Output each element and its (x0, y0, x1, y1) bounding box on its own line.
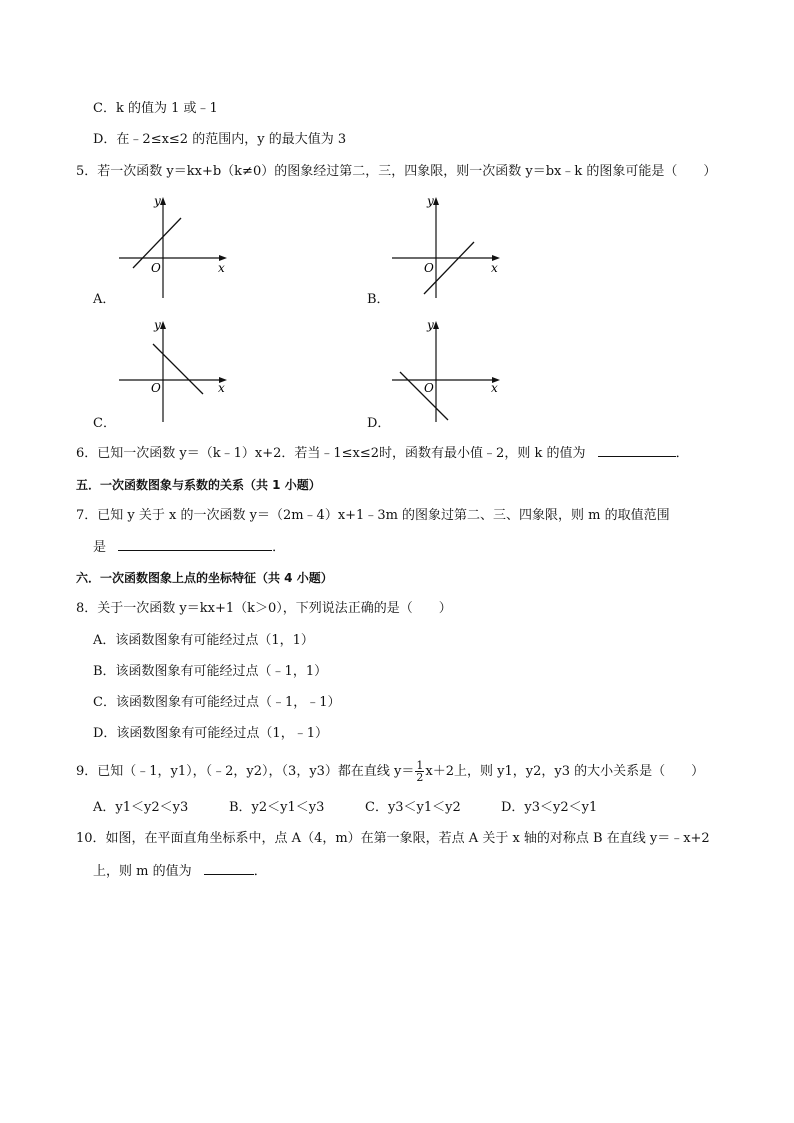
graph-a (115, 192, 235, 300)
q9-option-b: B．y2＜y1＜y3 (229, 800, 325, 815)
q10-line1: 10．如图，在平面直角坐标系中，点 A（4，m）在第一象限，若点 A 关于 x 轴的对称点 B 在直线 y＝﹣x+2 (76, 831, 710, 846)
x-axis-label: x (218, 261, 225, 275)
q9-stem (76, 760, 704, 783)
q10-line2 (93, 862, 267, 881)
graph-d-label: D． (367, 416, 391, 431)
graph-d (388, 316, 508, 424)
q9-option-c: C．y3＜y1＜y2 (365, 800, 461, 815)
fraction-numerator: 1 (416, 759, 424, 772)
y-axis-label: y (154, 318, 161, 332)
q6-text: 6．已知一次函数 y＝（k﹣1）x+2．若当﹣1≤x≤2时，函数有最小值﹣2，则 k 的值为 (76, 446, 586, 461)
x-axis-label: x (218, 381, 225, 395)
origin-label: O (424, 261, 434, 275)
q7-line2 (93, 538, 285, 557)
q10-end: ． (253, 864, 267, 879)
q7-line1: 7．已知 y 关于 x 的一次函数 y＝（2m﹣4）x+1﹣3m 的图象过第二、三、四象限，则 m 的取值范围 (76, 508, 670, 523)
origin-label: O (424, 381, 434, 395)
origin-label: O (151, 261, 161, 275)
q6-end: ． (675, 446, 689, 461)
q10-text: 上，则 m 的值为 (93, 864, 192, 879)
q9-option-a: A．y1＜y2＜y3 (93, 800, 189, 815)
q9-option-d: D．y3＜y2＜y1 (501, 800, 598, 815)
y-axis-label: y (427, 318, 434, 332)
graph-b (388, 192, 508, 300)
q9-fraction (415, 760, 424, 783)
section-6-heading: 六．一次函数图象上点的坐标特征（共 4 小题） (76, 571, 333, 585)
q9-stem-pre: 9．已知（﹣1，y1），（﹣2，y2），（3，y3）都在直线 y＝ (76, 764, 415, 779)
q10-answer-blank[interactable] (204, 862, 254, 875)
q8-option-c: C．该函数图象有可能经过点（﹣1，﹣1） (93, 695, 341, 710)
q4-option-d: D．在﹣2≤x≤2 的范围内，y 的最大值为 3 (93, 132, 347, 147)
q6-stem (76, 444, 689, 463)
q8-option-d: D．该函数图象有可能经过点（1，﹣1） (93, 726, 328, 741)
x-axis-label: x (491, 381, 498, 395)
graph-b-label: B． (367, 292, 390, 307)
q7-answer-blank[interactable] (118, 538, 272, 551)
y-axis-label: y (154, 194, 161, 208)
origin-label: O (151, 381, 161, 395)
q5-stem: 5．若一次函数 y＝kx+b（k≠0）的图象经过第二，三，四象限，则一次函数 y＝bx﹣k 的图象可能是（ ） (76, 164, 717, 179)
q7-prefix: 是 (93, 540, 107, 555)
graph-c (115, 316, 235, 424)
y-axis-label: y (427, 194, 434, 208)
q9-stem-post: x＋2上，则 y1，y2，y3 的大小关系是（ ） (425, 764, 705, 779)
q8-stem: 8．关于一次函数 y＝kx+1（k＞0），下列说法正确的是（ ） (76, 601, 452, 616)
section-5-heading: 五．一次函数图象与系数的关系（共 1 小题） (76, 478, 321, 492)
x-axis-label: x (491, 261, 498, 275)
q6-answer-blank[interactable] (598, 444, 676, 457)
q8-option-a: A．该函数图象有可能经过点（1，1） (93, 633, 314, 648)
fraction-denominator: 2 (416, 771, 424, 784)
q4-option-c: C．k 的值为 1 或﹣1 (93, 101, 218, 116)
graph-c-label: C． (93, 416, 116, 431)
q7-end: ． (272, 540, 286, 555)
q8-option-b: B．该函数图象有可能经过点（﹣1，1） (93, 664, 328, 679)
graph-a-label: A． (93, 292, 116, 307)
